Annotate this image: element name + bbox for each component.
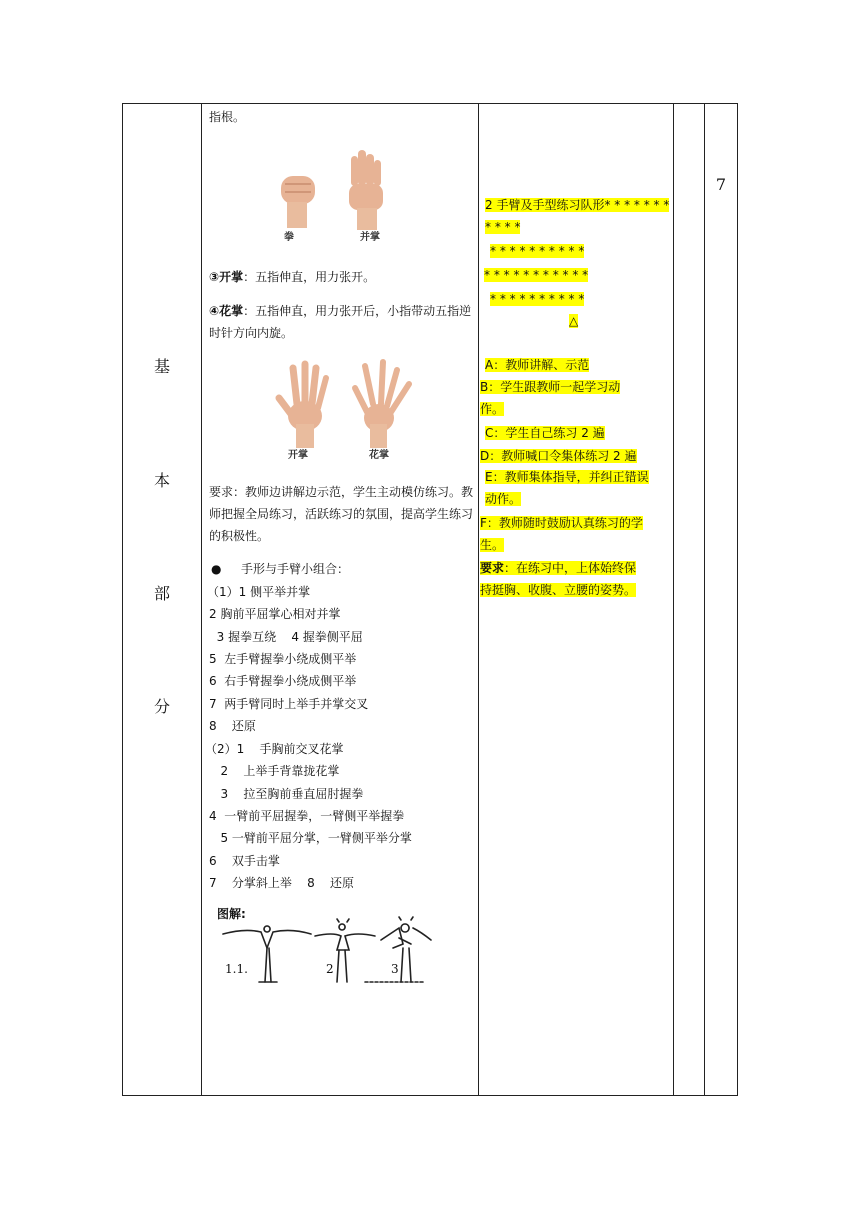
flower-palm-icon — [355, 362, 409, 448]
lesson-table — [122, 103, 738, 1096]
fist-icon — [281, 176, 315, 228]
stick-figure-diagram — [215, 914, 445, 992]
combo-line: 5 左手臂握拳小绕成侧平举 — [209, 652, 357, 666]
organization-requirement: 要求：在练习中，上体始终保持挺胸、收腹、立腰的姿势。 — [480, 561, 637, 597]
combo-line: （2）1 手胸前交叉花掌 — [205, 742, 344, 756]
combo-line: 7 分掌斜上举 8 还原 — [209, 876, 355, 890]
column-divider — [673, 104, 674, 1095]
combo-line: 3 拉至胸前垂直屈肘握拳 — [209, 787, 364, 801]
combo-line: 6 双手击掌 — [209, 854, 280, 868]
time-value: 7 — [715, 175, 727, 194]
step-d: D：教师喊口令集体练习 2 遍 — [480, 449, 637, 463]
diagram-number: 1.1. — [225, 962, 248, 976]
teacher-triangle-icon: △ — [569, 314, 579, 328]
combo-line: 2 胸前平屈掌心相对并掌 — [209, 607, 341, 621]
step-f: F：教师随时鼓励认真练习的学生。 — [480, 516, 643, 552]
combo-line: （1）1 侧平举并掌 — [207, 585, 311, 599]
column-divider — [478, 104, 479, 1095]
kaizhang-text: ：五指伸直，用力张开。 — [243, 270, 376, 284]
combo-title: 手形与手臂小组合： — [241, 562, 350, 576]
combo-bullet: ● — [211, 562, 222, 576]
open-palm-icon — [279, 364, 326, 448]
top-line: 指根。 — [209, 110, 246, 124]
diagram-number: 2 — [326, 962, 334, 976]
diagram-label: 图解: — [217, 907, 246, 921]
section-char: 部 — [153, 584, 170, 603]
open-flower-palm-figure — [269, 358, 419, 458]
diagram-number: 3 — [391, 962, 399, 976]
fig-caption: 花掌 — [369, 450, 389, 461]
palm-icon — [349, 150, 383, 230]
huazhang-text: ：五指伸直，用力张开后，小指带动五指逆时针方向内旋。 — [209, 304, 472, 340]
fig-caption: 拳 — [284, 232, 294, 243]
section-char: 本 — [153, 471, 170, 490]
combo-line: 2 上举手背靠拢花掌 — [209, 764, 340, 778]
step-e: E：教师集体指导，并纠正错误动作。 — [485, 470, 649, 506]
column-divider — [201, 104, 202, 1095]
combo-line: 3 握拳互绕 4 握拳侧平屈 — [209, 630, 363, 644]
combo-line: 4 一臂前平屈握拳，一臂侧平举握拳 — [209, 809, 405, 823]
formation-stars: * * * * * * * * * * — [490, 292, 585, 306]
combo-line: 5 一臂前平屈分掌，一臂侧平举分掌 — [209, 831, 412, 845]
step-b: B：学生跟教师一起学习动作。 — [480, 380, 621, 416]
kaizhang-desc — [209, 268, 375, 286]
kaizhang-label: ③开掌 — [209, 270, 244, 284]
formation-stars: * * * * * * * * * * — [490, 244, 585, 258]
combo-line: 6 右手臂握拳小绕成侧平举 — [209, 674, 357, 688]
formation-title: 2 手臂及手型练习队形* * * * * * * * * * * — [485, 198, 670, 234]
column-divider — [704, 104, 705, 1095]
step-c: C：学生自己练习 2 遍 — [485, 426, 605, 440]
combo-line: 7 两手臂同时上举手并掌交叉 — [209, 697, 369, 711]
fig-caption: 开掌 — [288, 450, 308, 461]
combo-line: 8 还原 — [209, 719, 256, 733]
step-a: A：教师讲解、示范 — [485, 358, 590, 372]
section-column — [123, 104, 201, 1095]
section-char: 分 — [153, 697, 170, 716]
huazhang-label: ④花掌 — [209, 304, 244, 318]
formation-stars: * * * * * * * * * * * — [484, 268, 589, 282]
section-char: 基 — [153, 357, 170, 376]
fist-palm-figure — [269, 146, 409, 241]
fig-caption: 并掌 — [360, 232, 380, 243]
teaching-requirement: 要求：教师边讲解边示范，学生主动模仿练习。教师把握全局练习，活跃练习的氛围，提高学生练习的积极性。 — [209, 485, 474, 543]
huazhang-desc — [209, 300, 475, 344]
